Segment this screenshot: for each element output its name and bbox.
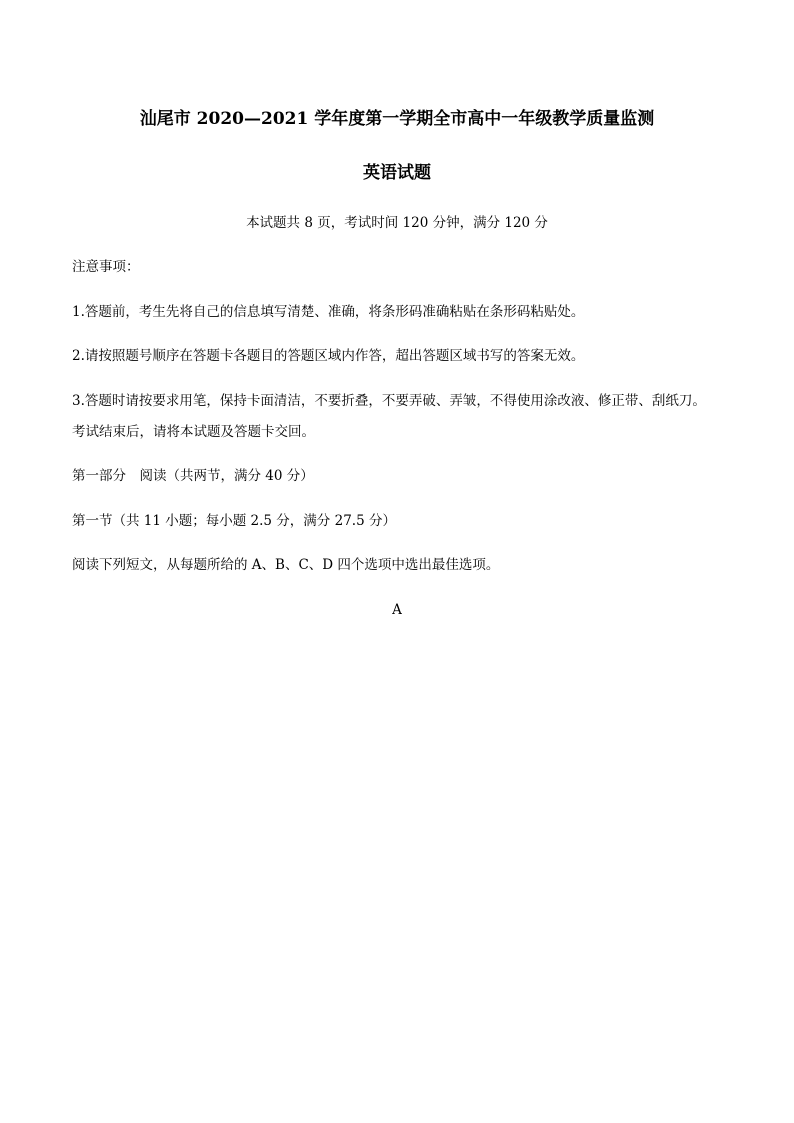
notice-item-3: 3.答题时请按要求用笔，保持卡面清洁，不要折叠，不要弄破、弄皱，不得使用涂改液、修正带、刮纸刀。 [72, 393, 706, 409]
document-subtitle: 英语试题 [363, 163, 431, 183]
document-title: 汕尾市 2020—2021 学年度第一学期全市高中一年级教学质量监测 [139, 109, 655, 129]
notice-heading: 注意事项： [72, 259, 140, 275]
part-heading: 第一部分 阅读（共两节，满分 40 分） [72, 468, 314, 484]
section-heading: 第一节（共 11 小题；每小题 2.5 分，满分 27.5 分） [72, 513, 396, 529]
notice-end: 考试结束后，请将本试题及答题卡交回。 [72, 424, 315, 440]
notice-item-2: 2.请按照题号顺序在答题卡各题目的答题区域内作答，超出答题区域书写的答案无效。 [72, 348, 585, 364]
instruction-text: 阅读下列短文，从每题所给的 A、B、C、D 四个选项中选出最佳选项。 [72, 557, 500, 573]
passage-label: A [392, 602, 402, 618]
notice-item-1: 1.答题前，考生先将自己的信息填写清楚、准确，将条形码准确粘贴在条形码粘贴处。 [72, 304, 585, 320]
exam-info: 本试题共 8 页，考试时间 120 分钟，满分 120 分 [246, 215, 548, 231]
